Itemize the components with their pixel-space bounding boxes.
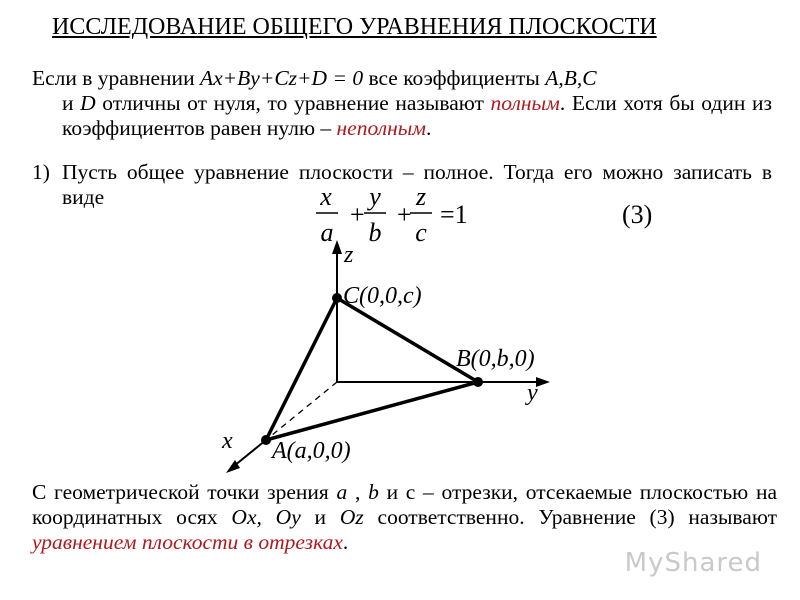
- paragraph-geometric-meaning: [32, 480, 777, 555]
- point-B: [473, 377, 483, 387]
- text-segment: ,: [347, 480, 369, 504]
- fraction-y-den: b: [368, 218, 382, 247]
- fraction-z-num: z: [415, 182, 427, 211]
- equation-label: (3): [622, 200, 653, 229]
- term-incomplete: неполным: [336, 116, 427, 140]
- text-segment: С геометрической точки зрения: [32, 480, 337, 504]
- y-label: y: [527, 380, 538, 406]
- z-label: z: [344, 242, 354, 268]
- page-title: ИССЛЕДОВАНИЕ ОБЩЕГО УРАВНЕНИЯ ПЛОСКОСТИ: [52, 14, 657, 40]
- plus-sign: +: [397, 200, 412, 229]
- point-B-label: B(0,b,0): [456, 346, 535, 372]
- term-intercept-form: уравнением плоскости в отрезках: [32, 530, 343, 554]
- point-A-label: A(a,0,0): [272, 438, 351, 464]
- term-full: полным: [490, 91, 560, 115]
- text-segment: соответственно. Уравнение (3) называют: [363, 505, 777, 529]
- fraction-y-num: y: [369, 182, 381, 211]
- variable-a: a: [336, 480, 348, 504]
- axis-oz-inline: Oz: [339, 505, 364, 529]
- variable-b: b: [368, 480, 379, 504]
- edge-AC: [266, 298, 337, 440]
- text-segment: и с – отрезки, отсекаемые плоскостью на координатных осях: [32, 480, 778, 529]
- edge-BA: [266, 382, 478, 440]
- axes-inline: Ox, Oy: [231, 505, 301, 529]
- list-number: 1): [32, 160, 50, 184]
- text-segment: и: [62, 91, 81, 115]
- case-1-text: Пусть общее уравнение плоскости – полное. Тогда его можно записать в виде: [62, 160, 772, 209]
- z-arrow: [332, 240, 342, 254]
- text-segment: .: [426, 116, 432, 140]
- text-segment: Если в уравнении: [32, 66, 200, 90]
- diagram-labels: [221, 242, 538, 464]
- equals-one: =1: [440, 200, 468, 229]
- y-arrow: [536, 377, 550, 387]
- intercept-formula: [316, 182, 652, 247]
- plane-triangle: [266, 298, 478, 440]
- text-segment: . Если хотя бы один из коэффициентов равен нулю –: [62, 91, 772, 140]
- point-C: [332, 293, 342, 303]
- plus-sign: +: [350, 200, 365, 229]
- x-label: x: [222, 428, 233, 454]
- text-segment: все коэффициенты: [363, 66, 546, 90]
- coefficients-inline: A,B,C: [545, 66, 597, 90]
- watermark-logo: MyShared: [624, 548, 762, 578]
- fraction-z-den: c: [415, 218, 427, 247]
- text-segment: и: [300, 505, 340, 529]
- point-C-label: C(0,0,c): [343, 283, 422, 309]
- x-axis: [234, 440, 266, 466]
- text-segment: отличны от нуля, то уравнение называют: [95, 91, 491, 115]
- variable-d: D: [80, 91, 96, 115]
- point-A: [261, 435, 271, 445]
- text-segment: .: [342, 530, 349, 554]
- equation-inline: Ax+By+Cz+D = 0: [199, 66, 364, 90]
- fraction-x-num: x: [320, 182, 332, 211]
- fraction-x-den: a: [320, 218, 334, 247]
